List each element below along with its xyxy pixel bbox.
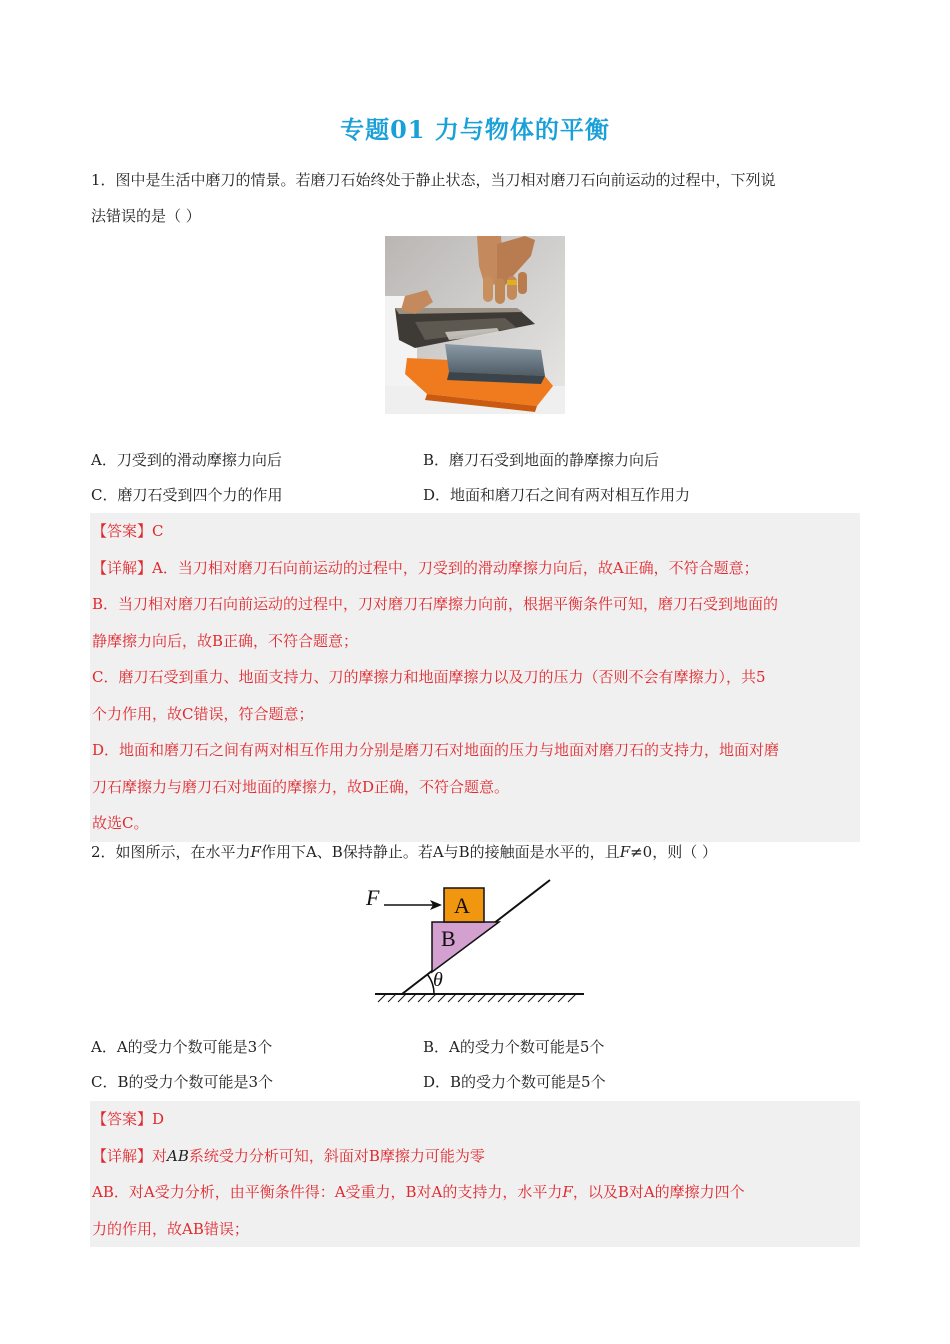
page-title: 专题01 力与物体的平衡 bbox=[340, 115, 610, 144]
block-b-label: B bbox=[441, 926, 456, 951]
q1-option-b: B．磨刀石受到地面的静摩擦力向后 bbox=[423, 451, 660, 469]
q1-option-d: D．地面和磨刀石之间有两对相互作用力 bbox=[423, 486, 691, 504]
q2-option-a: A．A的受力个数可能是3个 bbox=[91, 1038, 273, 1056]
q2-answer: 【答案】D bbox=[92, 1110, 165, 1128]
q1-explanation-line: 刀石摩擦力与磨刀石对地面的摩擦力，故D正确，不符合题意。 bbox=[92, 777, 510, 796]
knife-sharpening-photo bbox=[385, 236, 565, 414]
q1-explanation-line: B．当刀相对磨刀石向前运动的过程中，刀对磨刀石摩擦力向前，根据平衡条件可知，磨刀石受到地面的 bbox=[92, 595, 779, 613]
q2-option-d: D．B的受力个数可能是5个 bbox=[423, 1073, 606, 1091]
q1-explanation-line: 静摩擦力向后，故B正确，不符合题意； bbox=[92, 631, 359, 650]
q2-answer-box bbox=[90, 1101, 860, 1247]
q1-explanation-line: C．磨刀石受到重力、地面支持力、刀的摩擦力和地面摩擦力以及刀的压力（否则不会有摩擦力），共5 bbox=[92, 668, 766, 686]
q2-explanation-line: AB．对A受力分析，由平衡条件得：A受重力，B对A的支持力，水平力F，以及B对A的摩擦力四个 bbox=[92, 1183, 745, 1201]
q1-stem-line2: 法错误的是（ ） bbox=[91, 207, 201, 225]
q1-option-c: C．磨刀石受到四个力的作用 bbox=[91, 486, 283, 504]
force-label: F bbox=[366, 885, 380, 910]
q1-option-a: A．刀受到的滑动摩擦力向后 bbox=[91, 451, 282, 469]
q1-answer-box bbox=[90, 513, 860, 842]
incline-diagram bbox=[360, 872, 590, 1008]
q2-option-b: B．A的受力个数可能是5个 bbox=[423, 1038, 605, 1056]
q1-explanation-line: D．地面和磨刀石之间有两对相互作用力分别是磨刀石对地面的压力与地面对磨刀石的支持力，地面对磨 bbox=[92, 741, 780, 759]
angle-label: θ bbox=[433, 969, 443, 991]
q1-explanation-line: 个力作用，故C错误，符合题意； bbox=[92, 704, 314, 723]
q2-explanation-line: 力的作用，故AB错误； bbox=[92, 1219, 249, 1238]
q1-explanation-line: 【详解】A．当刀相对磨刀石向前运动的过程中，刀受到的滑动摩擦力向后，故A正确，不符合题意； bbox=[92, 558, 759, 577]
q2-stem: 2．如图所示，在水平力F作用下A、B保持静止。若A与B的接触面是水平的，且F≠0，则（ ） bbox=[91, 843, 717, 861]
q2-explanation-line: 【详解】对AB系统受力分析可知，斜面对B摩擦力可能为零 bbox=[92, 1146, 485, 1165]
q1-answer: 【答案】C bbox=[92, 522, 164, 540]
q2-option-c: C．B的受力个数可能是3个 bbox=[91, 1073, 274, 1091]
block-a-label: A bbox=[454, 893, 470, 918]
q1-explanation-line: 故选C。 bbox=[92, 814, 149, 832]
q1-stem-line1: 1．图中是生活中磨刀的情景。若磨刀石始终处于静止状态，当刀相对磨刀石向前运动的过程中，下列说 bbox=[91, 171, 776, 189]
